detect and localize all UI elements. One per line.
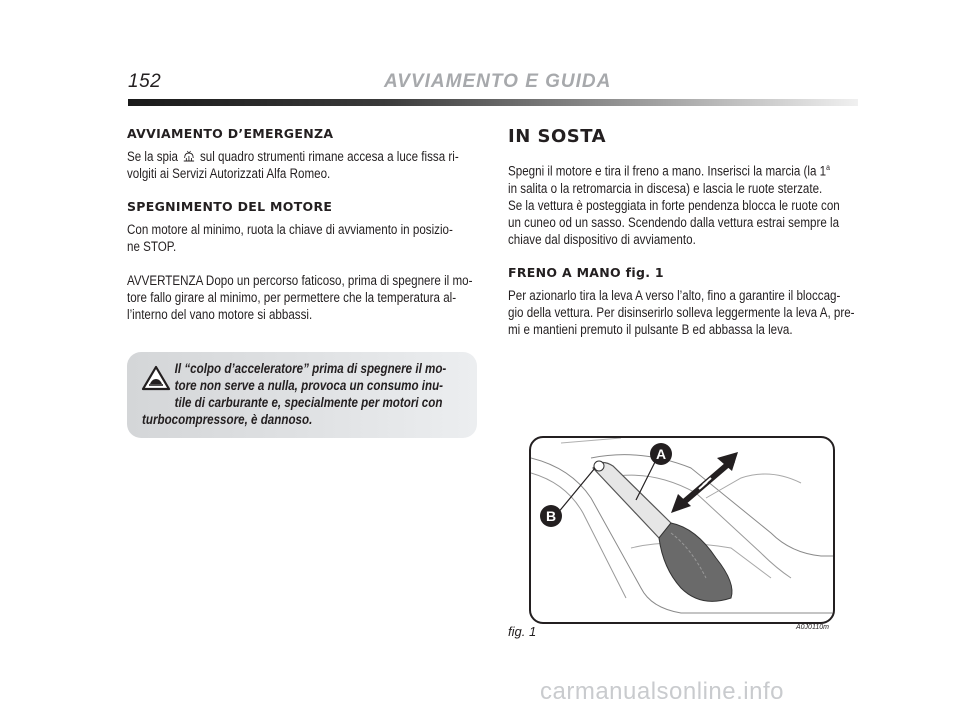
figure-code: A0J0110m xyxy=(796,624,829,631)
handbrake-text: Per azionarlo tira la leva A verso l’alto, fino a garantire il bloccag- gio della vettura. Per disinserirlo solleva leggermente la leva A, pre- mi e mantieni premuto il pulsante B ed abbassa la leva. xyxy=(508,287,855,337)
running-title: AVVIAMENTO E GUIDA xyxy=(384,71,612,92)
figure-caption: fig. 1 xyxy=(508,624,537,639)
left-column xyxy=(127,126,477,323)
watermark: carmanualsonline.info xyxy=(540,678,784,705)
engine-stop-heading: SPEGNIMENTO DEL MOTORE xyxy=(127,199,333,214)
right-column xyxy=(508,126,858,338)
header-rule xyxy=(128,99,858,106)
advice-text: AVVERTENZA Dopo un percorso faticoso, prima di spegnere il mo- tore fallo girare al minimo, per permettere che la temperatura al- l’interno del vano motore si abbassi. xyxy=(127,273,473,322)
label-b: B xyxy=(545,508,557,524)
glow-plug-warning-icon xyxy=(183,150,195,163)
handbrake-illustration xyxy=(531,438,833,622)
emergency-start-text: Se la spia sul quadro strumenti rimane accesa a luce fissa ri- volgiti ai Servizi Autorizzati Alfa Romeo. xyxy=(127,149,459,181)
engine-stop-text: Con motore al minimo, ruota la chiave di avviamento in posizio- ne STOP. xyxy=(127,222,453,254)
warning-box xyxy=(127,352,477,438)
label-a: A xyxy=(655,446,667,462)
page-number: 152 xyxy=(128,71,162,92)
parking-heading: IN SOSTA xyxy=(508,126,607,147)
handbrake-heading: FRENO A MANO fig. 1 xyxy=(508,264,664,280)
warning-text: Il “colpo d’acceleratore” prima di spegnere il mo- tore non serve a nulla, provoca un consumo inu- tile di carburante e, specialmente per motori con turbocompressore, è dannoso. xyxy=(142,361,447,427)
handbrake-figure xyxy=(529,436,835,624)
emergency-start-heading: AVVIAMENTO D’EMERGENZA xyxy=(127,126,334,141)
parking-text: Spegni il motore e tira il freno a mano. Inserisci la marcia (la 1$^a$ in salita o la retromarcia in discesa) e lascia le ruote sterzate. Se la vettura è posteggiata in forte pendenza blocca le ruote con un cuneo od un sasso. Scendendo dalla vettura estrai sempre la chiave dal dispositivo di avviamento. xyxy=(508,163,840,247)
pull-direction-arrow xyxy=(671,452,738,513)
